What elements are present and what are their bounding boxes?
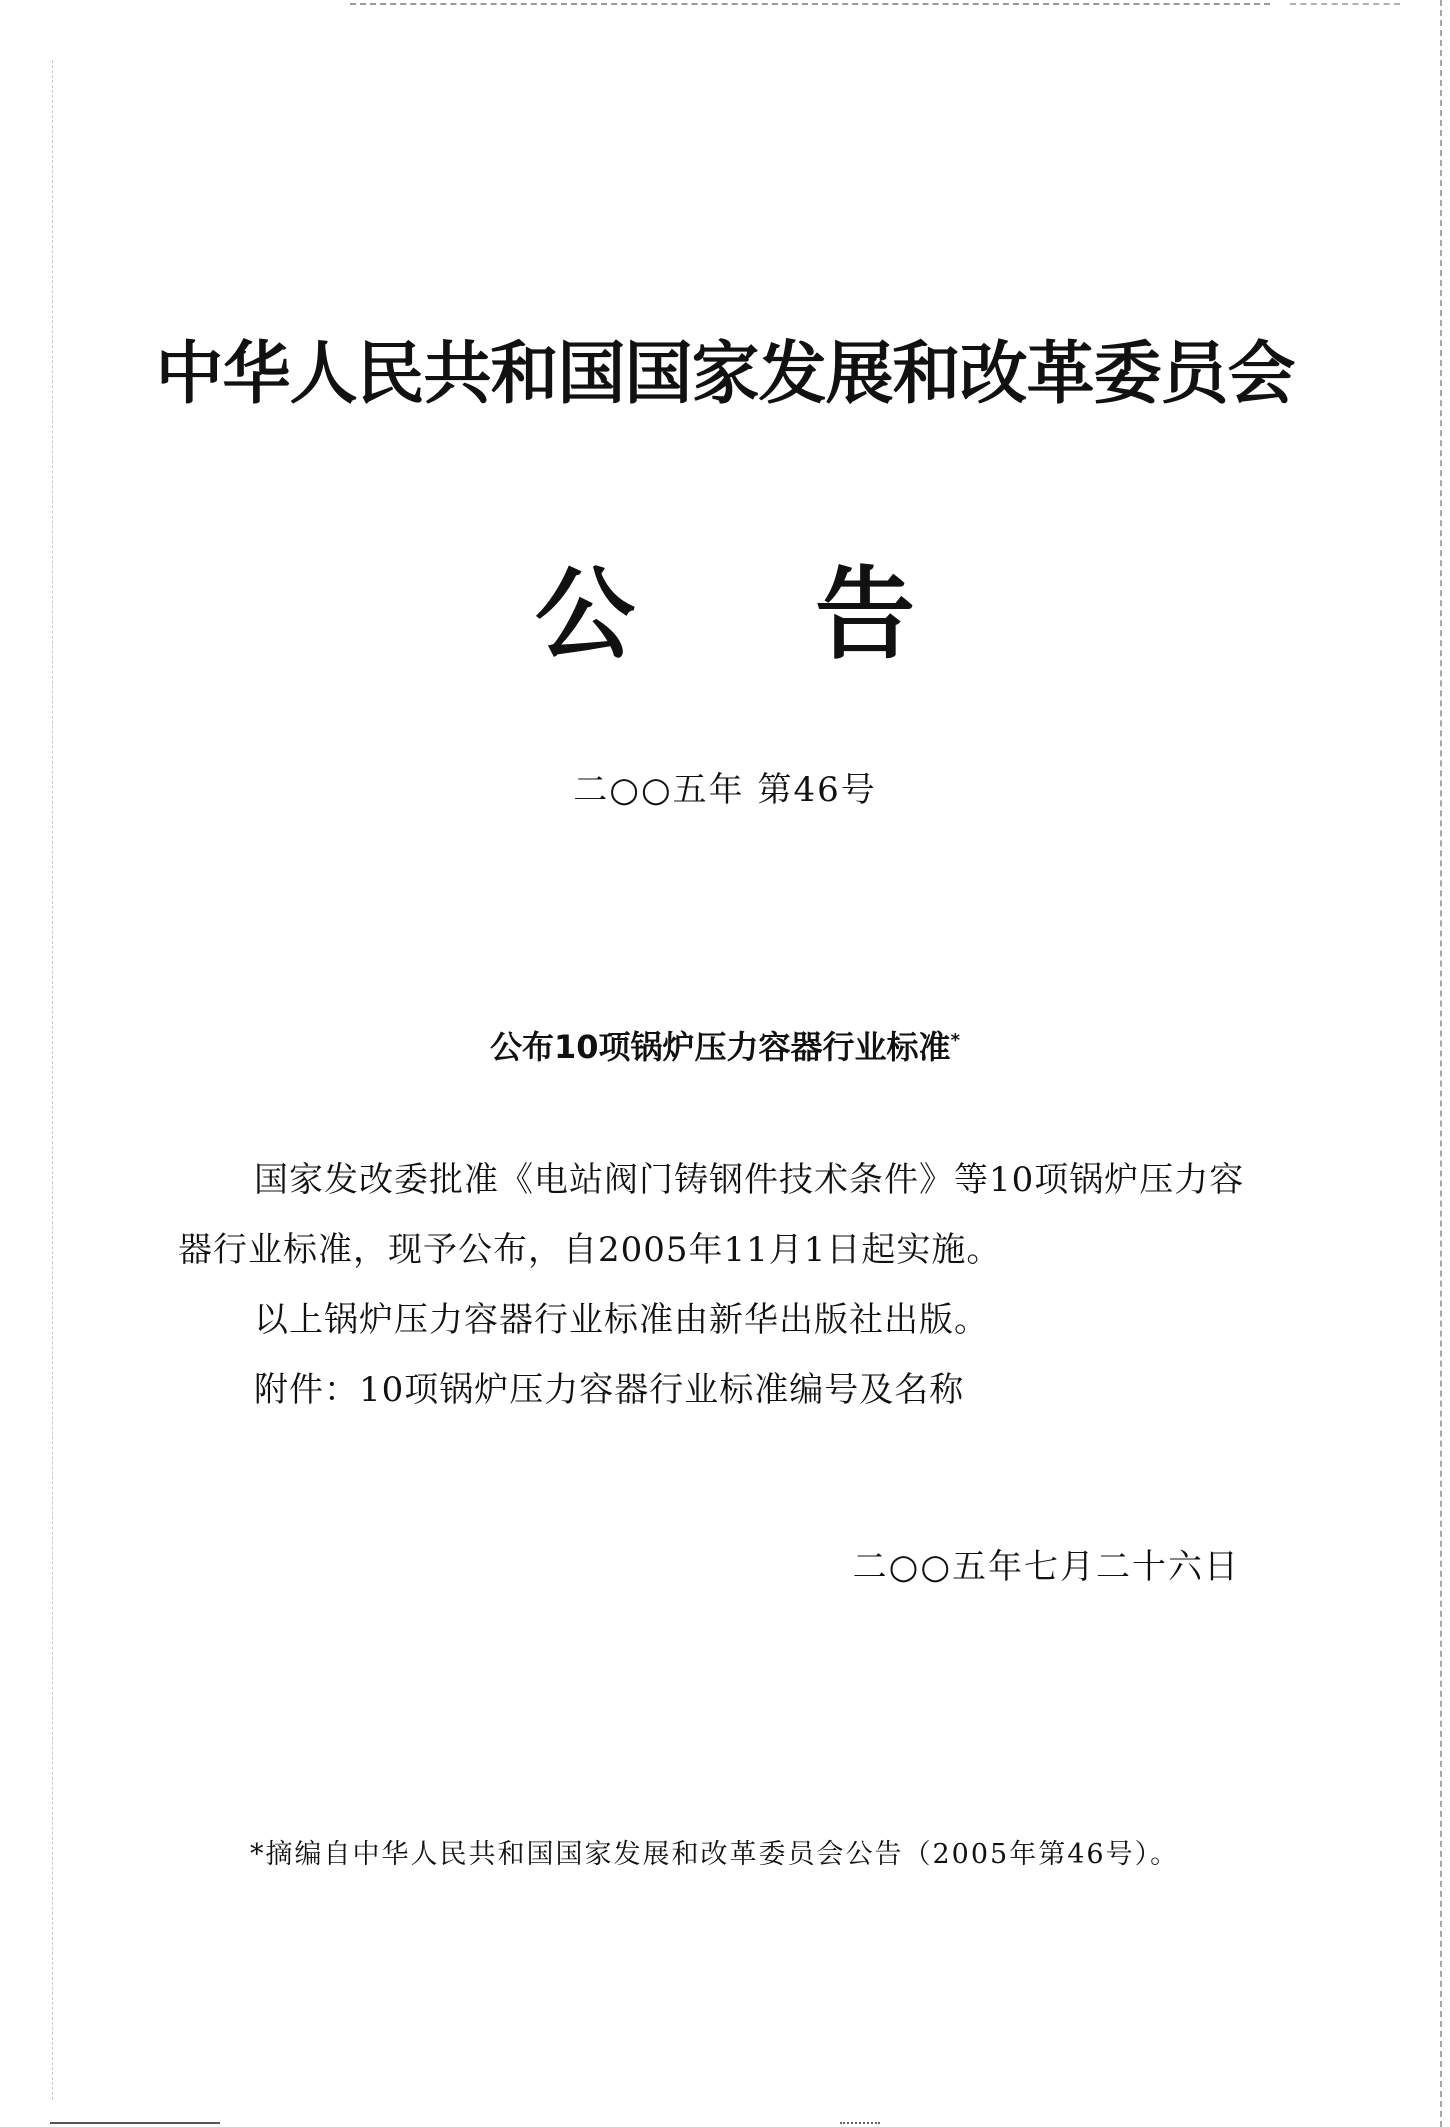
announcement-subject: [0, 1025, 1450, 1069]
footnote: *摘编自中华人民共和国国家发展和改革委员会公告（2005年第46号）。: [250, 1839, 1180, 1870]
scan-edge-top-right: [1290, 3, 1400, 5]
body-paragraph-approval: 国家发改委批准《电站阀门铸钢件技术条件》等10项锅炉压力容器行业标准，现予公布，自2005年11月1日起实施。: [178, 1160, 1245, 1270]
issue-date: 二○○五年七月二十六日: [852, 1547, 1240, 1587]
subject-text: 公布10项锅炉压力容器行业标准: [490, 1028, 951, 1066]
document-type-title: 公告: [535, 556, 1095, 673]
issuer-heading: 中华人民共和国国家发展和改革委员会: [155, 335, 1295, 414]
scan-edge-top: [350, 3, 1270, 5]
scan-edge-bottom: [50, 2122, 220, 2124]
footnote-marker: *: [950, 1030, 960, 1051]
announcement-body: [178, 1145, 1278, 1425]
document-number: 二○○五年 第46号: [573, 770, 877, 810]
body-paragraph-publisher: 以上锅炉压力容器行业标准由新华出版社出版。: [254, 1300, 989, 1340]
scan-edge-bottom-mark: [840, 2122, 880, 2124]
body-paragraph-attachment: 附件：10项锅炉压力容器行业标准编号及名称: [254, 1370, 965, 1410]
